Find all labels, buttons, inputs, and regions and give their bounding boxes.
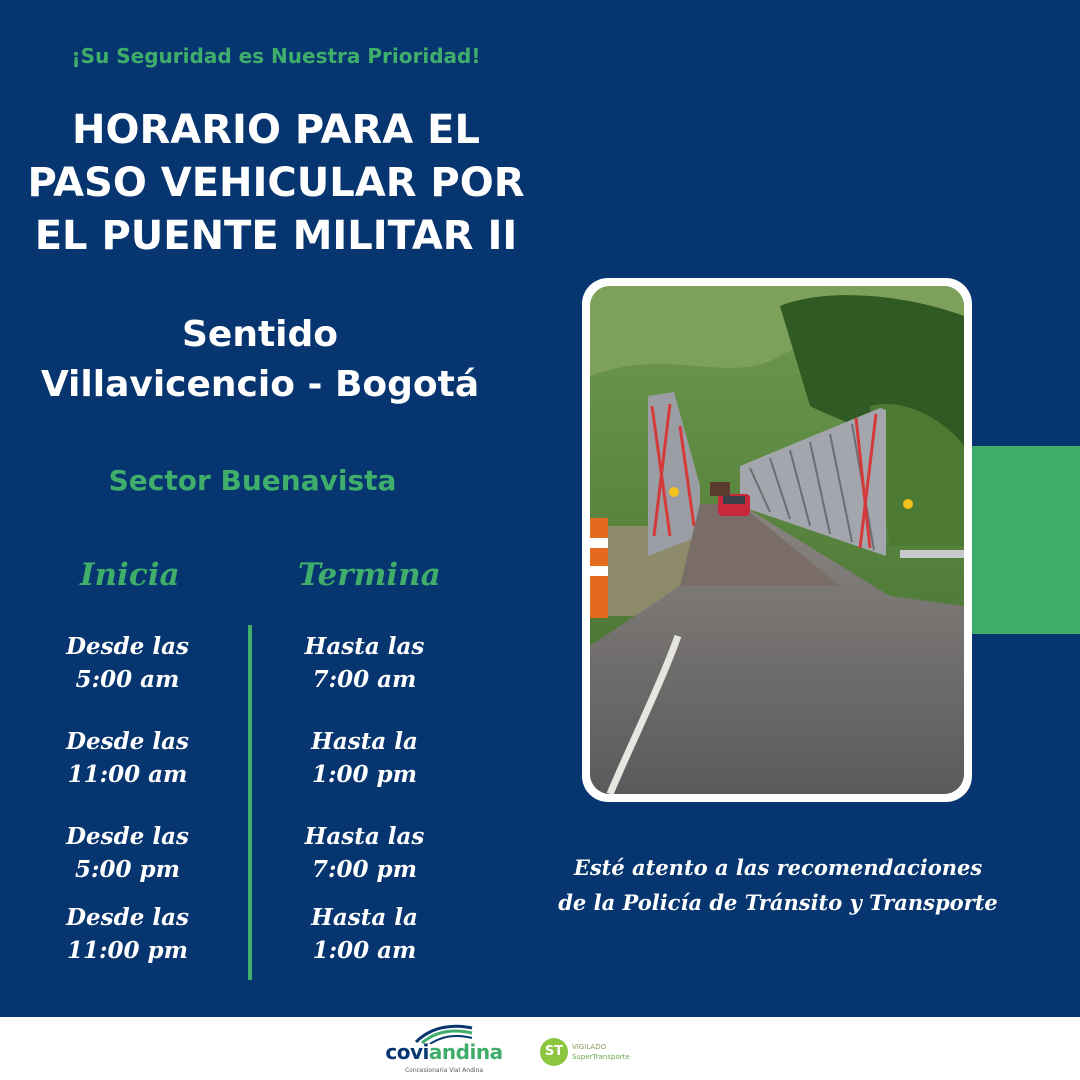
end-prefix: Hasta las xyxy=(304,633,425,660)
end-time-cell xyxy=(282,630,447,696)
tagline: ¡Su Seguridad es Nuestra Prioridad! xyxy=(71,44,481,68)
notice-line: Esté atento a las recomendaciones xyxy=(573,855,983,880)
direction xyxy=(0,310,520,410)
end-time-cell xyxy=(282,820,447,886)
start-time-cell xyxy=(40,901,215,967)
start-time-cell xyxy=(40,725,215,791)
notice-line: de la Policía de Tránsito y Transporte xyxy=(558,890,998,915)
end-prefix: Hasta las xyxy=(304,823,425,850)
coviandina-logo xyxy=(376,1022,512,1076)
accent-bar xyxy=(972,446,1080,634)
start-time-cell xyxy=(40,820,215,886)
direction-label: Sentido xyxy=(181,314,339,355)
start-time-cell xyxy=(40,630,215,696)
column-divider xyxy=(248,625,252,980)
end-time-cell xyxy=(282,725,447,791)
start-prefix: Desde las xyxy=(66,633,189,660)
end-prefix: Hasta la xyxy=(311,904,418,931)
start-prefix: Desde las xyxy=(66,904,189,931)
start-column-heading: Inicia xyxy=(80,557,180,593)
bridge-photo xyxy=(590,286,964,794)
end-column-heading: Termina xyxy=(298,557,441,593)
supertransporte-logo xyxy=(540,1038,650,1068)
end-time: 1:00 pm xyxy=(312,761,417,788)
start-prefix: Desde las xyxy=(66,823,189,850)
end-time: 7:00 pm xyxy=(312,856,417,883)
poster-title xyxy=(0,104,552,263)
start-time: 11:00 am xyxy=(67,761,188,788)
start-prefix: Desde las xyxy=(66,728,189,755)
title-line: HORARIO PARA EL xyxy=(72,107,480,153)
brand-part-1: covi xyxy=(385,1040,429,1064)
st-badge-icon: ST xyxy=(540,1038,568,1066)
brand-name xyxy=(376,1040,512,1064)
start-time: 11:00 pm xyxy=(67,937,188,964)
direction-route: Villavicencio - Bogotá xyxy=(40,364,480,405)
brand-part-2: andina xyxy=(428,1040,503,1064)
badge-line-2: SuperTransporte xyxy=(572,1053,630,1061)
badge-line-1: VIGILADO xyxy=(572,1043,607,1051)
title-line: EL PUENTE MILITAR II xyxy=(34,213,518,259)
sector-label: Sector Buenavista xyxy=(108,464,397,497)
end-time-cell xyxy=(282,901,447,967)
end-prefix: Hasta la xyxy=(311,728,418,755)
bridge-photo-frame xyxy=(582,278,972,802)
start-time: 5:00 pm xyxy=(75,856,180,883)
notice xyxy=(548,850,1008,920)
end-time: 1:00 am xyxy=(312,937,417,964)
end-time: 7:00 am xyxy=(312,666,417,693)
start-time: 5:00 am xyxy=(75,666,180,693)
title-line: PASO VEHICULAR POR xyxy=(27,160,525,206)
brand-subtitle: Concesionaria Vial Andina xyxy=(404,1067,484,1074)
